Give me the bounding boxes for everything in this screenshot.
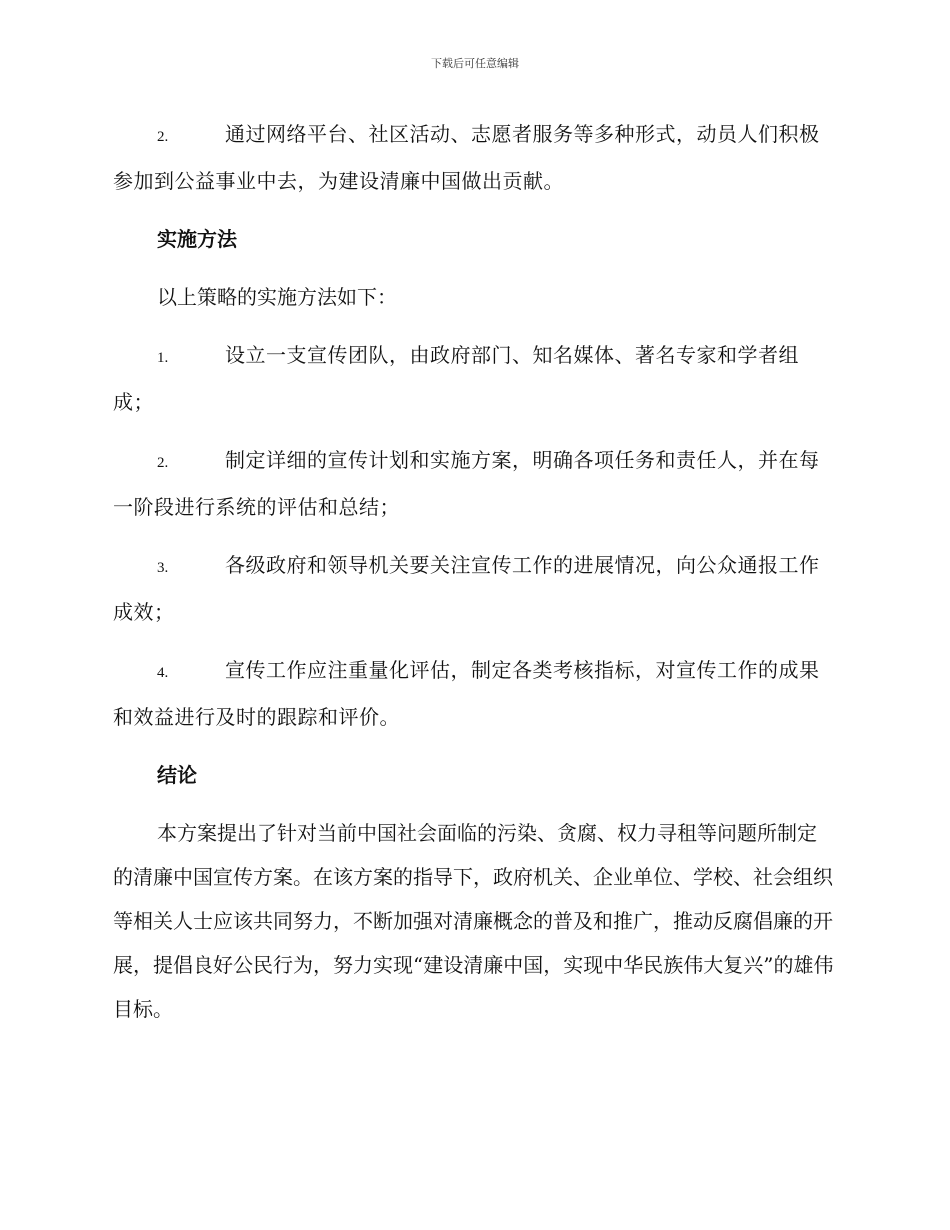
list-item-number: 3. bbox=[157, 560, 169, 576]
section-heading-method: 实施方法 bbox=[157, 227, 237, 251]
list-item-number: 4. bbox=[157, 665, 169, 681]
list-item-text: 通过网络平台、社区活动、志愿者服务等多种形式，动员人们积极参加到公益事业中去，为建设清廉中国做出贡献。 bbox=[113, 122, 820, 193]
list-item-text: 宣传工作应注重量化评估，制定各类考核指标，对宣传工作的成果和效益进行及时的跟踪和评价。 bbox=[113, 658, 820, 729]
page-header: 下载后可任意编辑 bbox=[431, 57, 519, 70]
document-body bbox=[113, 112, 835, 1045]
list-item-number: 1. bbox=[157, 350, 169, 366]
list-item-number: 2. bbox=[157, 129, 169, 145]
list-item bbox=[113, 438, 835, 529]
list-item-text: 制定详细的宣传计划和实施方案，明确各项任务和责任人，并在每一阶段进行系统的评估和总结； bbox=[113, 448, 820, 519]
conclusion-paragraph: 本方案提出了针对当前中国社会面临的污染、贪腐、权力寻租等问题所制定的清廉中国宣传方案。在该方案的指导下，政府机关、企业单位、学校、社会组织等相关人士应该共同努力，不断加强对清廉概念的普及和推广，推动反腐倡廉的开展，提倡良好公民行为，努力实现“建设清廉中国，实现中华民族伟大复兴”的雄伟目标。 bbox=[113, 821, 834, 1021]
method-intro: 以上策略的实施方法如下： bbox=[157, 285, 397, 309]
list-item-text: 设立一支宣传团队，由政府部门、知名媒体、著名专家和学者组成； bbox=[113, 343, 799, 414]
list-item bbox=[113, 543, 835, 634]
list-item-text: 各级政府和领导机关要关注宣传工作的进展情况，向公众通报工作成效； bbox=[113, 553, 820, 624]
list-item bbox=[113, 648, 835, 739]
section-heading-conclusion: 结论 bbox=[157, 763, 197, 787]
list-item bbox=[113, 333, 835, 424]
list-item-number: 2. bbox=[157, 455, 169, 471]
list-item bbox=[113, 112, 835, 203]
